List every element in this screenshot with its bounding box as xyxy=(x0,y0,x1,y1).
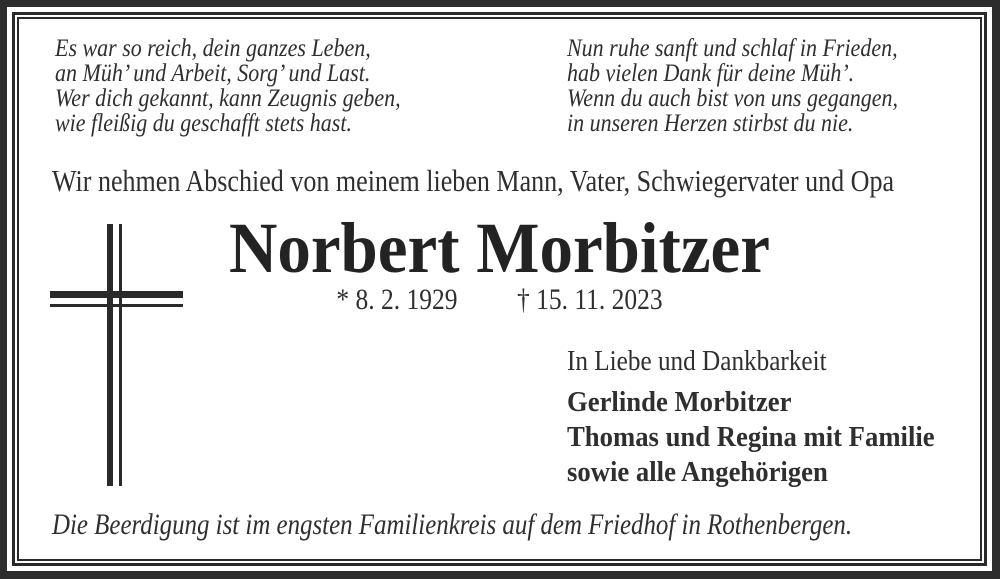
verse-line: Wenn du auch bist von uns gegangen, xyxy=(567,85,898,112)
birth-date: * 8. 2. 1929 xyxy=(336,283,458,316)
mourner-name: sowie alle Angehörigen xyxy=(567,456,828,488)
verse-line: Wer dich gekannt, kann Zeugnis geben, xyxy=(55,85,401,112)
verse-line: in unseren Herzen stirbst du nie. xyxy=(567,110,854,137)
mourners-block xyxy=(567,385,935,490)
verse-line: Es war so reich, dein ganzes Leben, xyxy=(55,35,371,62)
obituary-content xyxy=(19,19,980,559)
death-date: † 15. 11. 2023 xyxy=(516,283,663,316)
intro-line: Wir nehmen Abschied von meinem lieben Mann, Vater, Schwiegervater und Opa xyxy=(52,163,895,198)
deceased-name: Norbert Morbitzer xyxy=(229,208,770,288)
funeral-note: Die Beerdigung ist im engsten Familienkreis auf dem Friedhof in Rothenbergen. xyxy=(52,508,853,541)
verse-right xyxy=(567,36,898,136)
verse-line: wie fleißig du geschafft stets hast. xyxy=(55,110,352,137)
mourner-name: Thomas und Regina mit Familie xyxy=(567,421,935,453)
verse-line: hab vielen Dank für deine Müh’. xyxy=(567,60,855,87)
border-frame-inner xyxy=(17,17,982,561)
closing-line: In Liebe und Dankbarkeit xyxy=(567,346,827,377)
verse-line: an Müh’ und Arbeit, Sorg’ und Last. xyxy=(55,60,371,87)
verse-line: Nun ruhe sanft und schlaf in Frieden, xyxy=(567,35,898,62)
border-frame-outer xyxy=(12,12,987,566)
life-dates xyxy=(91,282,908,317)
verse-left xyxy=(55,36,401,136)
obituary-paper xyxy=(7,7,992,571)
mourner-name: Gerlinde Morbitzer xyxy=(567,386,792,418)
